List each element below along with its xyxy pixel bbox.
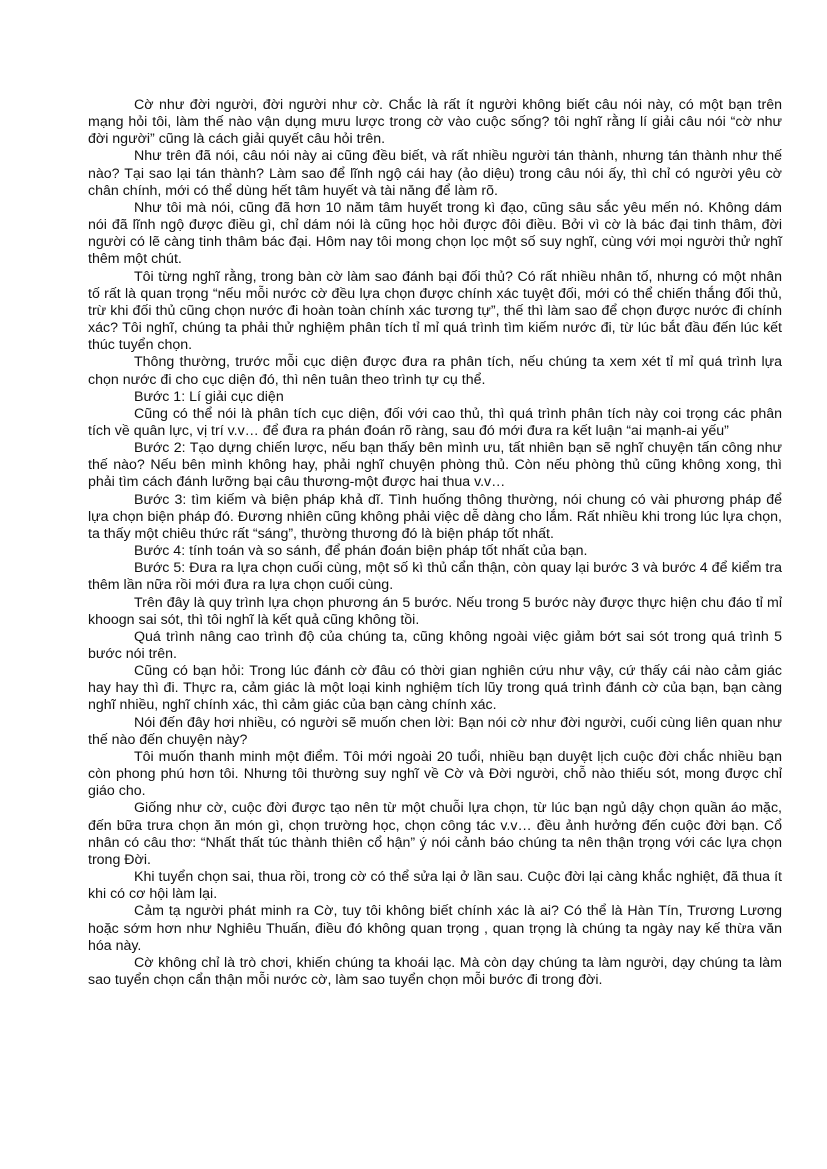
- step-3-paragraph: Bước 3: tìm kiếm và biện pháp khả dĩ. Tình huống thông thường, nói chung có vài phương pháp để lựa chọn biện pháp đó. Đương nhiên cũng không phải việc dễ dàng cho lắm. Rất nhiều khi trong lúc lựa chọn, ta thấy một chiêu thức rất “sáng”, thường thương đó là biện pháp tốt nhất.: [88, 491, 782, 542]
- paragraph: Trên đây là quy trình lựa chọn phương án 5 bước. Nếu trong 5 bước này được thực hiện chu đáo tỉ mỉ khoogn sai sót, thì tôi nghĩ là kết quả cũng không tồi.: [88, 594, 782, 628]
- paragraph: Thông thường, trước mỗi cục diện được đưa ra phân tích, nếu chúng ta xem xét tỉ mỉ quá trình lựa chọn nước đi cho cục diện đó, thì nên tuân theo trình tự cụ thể.: [88, 354, 782, 388]
- paragraph: Khi tuyển chọn sai, thua rồi, trong cờ có thể sửa lại ở lần sau. Cuộc đời lại càng khắc nghiệt, đã thua ít khi có cơ hội làm lại.: [88, 869, 782, 903]
- paragraph: Nói đến đây hơi nhiều, có người sẽ muốn chen lời: Bạn nói cờ như đời người, cuối cùng liên quan như thế nào đến chuyện này?: [88, 714, 782, 748]
- step-2-paragraph: Bước 2: Tạo dựng chiến lược, nếu bạn thấy bên mình ưu, tất nhiên bạn sẽ nghĩ chuyện tấn công như thế nào? Nếu bên mình không hay, phải nghĩ chuyện phòng thủ. Còn nếu phòng thủ cũng không xong, thì phải tìm cách đánh lưỡng bại câu thương-một được hai thua v.v…: [88, 440, 782, 491]
- step-1-heading: Bước 1: Lí giải cục diện: [134, 388, 284, 405]
- paragraph: Giống như cờ, cuộc đời được tạo nên từ một chuỗi lựa chọn, từ lúc bạn ngủ dậy chọn quần áo mặc, đến bữa trưa chọn ăn món gì, chọn trường học, chọn công tác v.v… đều ảnh hưởng đến cuộc đời bạn. Cổ nhân có câu thơ: “Nhất thất túc thành thiên cổ hận” ý nói cảnh báo chúng ta nên thận trọng với các lựa chọn trong Đời.: [88, 800, 782, 868]
- paragraph: Cũng có thể nói là phân tích cục diện, đối với cao thủ, thì quá trình phân tích này coi trọng các phân tích về quân lực, vị trí v.v… để đưa ra phán đoán rõ ràng, sau đó mới đưa ra kết luận “ai mạnh-ai yếu”: [88, 405, 782, 439]
- paragraph: Cảm tạ người phát minh ra Cờ, tuy tôi không biết chính xác là ai? Có thể là Hàn Tín, Trương Lương hoặc sớm hơn như Nghiêu Thuấn, điều đó không quan trọng , quan trọng là chúng ta ngày nay kế thừa văn hóa này.: [88, 903, 782, 954]
- paragraph: Như tôi mà nói, cũng đã hơn 10 năm tâm huyết trong kì đạo, cũng sâu sắc yêu mến nó. Không dám nói đã lĩnh ngộ được điều gì, chỉ dám nói là cũng học hỏi được đôi điều. Bởi vì cờ là bác đại tinh thâm, đời người có lẽ càng tinh thâm bác đại. Hôm nay tôi mong chọn lọc một số suy nghĩ, cùng với mọi người thử nghĩ thêm một chút.: [88, 199, 782, 268]
- article-body: [88, 97, 782, 989]
- paragraph: Như trên đã nói, câu nói này ai cũng đều biết, và rất nhiều người tán thành, nhưng tán thành như thế nào? Tại sao lại tán thành? Làm sao để lĩnh ngộ cái hay (ảo diệu) trong câu nói ấy, thì chỉ có người yêu cờ chân chính, mới có thể dùng hết tâm huyết và tài năng để làm rõ.: [88, 148, 782, 199]
- paragraph: Cờ như đời người, đời người như cờ. Chắc là rất ít người không biết câu nói này, có một bạn trên mạng hỏi tôi, làm thế nào vận dụng mưu lược trong cờ vào cuộc sống? tôi nghĩ rằng lí giải câu nói “cờ như đời người” cũng là cách giải quyết câu hỏi trên.: [88, 97, 782, 148]
- paragraph: Tôi muốn thanh minh một điểm. Tôi mới ngoài 20 tuổi, nhiều bạn duyệt lịch cuộc đời chắc nhiều bạn còn phong phú hơn tôi. Nhưng tôi thường suy nghĩ về Cờ và Đời người, chỗ nào thiếu sót, mong được chỉ giáo cho.: [88, 748, 782, 800]
- paragraph: Quá trình nâng cao trình độ của chúng ta, cũng không ngoài việc giảm bớt sai sót trong quá trình 5 bước nói trên.: [88, 628, 782, 662]
- step-5-paragraph: Bước 5: Đưa ra lựa chọn cuối cùng, một số kì thủ cẩn thận, còn quay lại bước 3 và bước 4 để kiểm tra thêm lần nữa rồi mới đưa ra lựa chọn cuối cùng.: [88, 560, 782, 594]
- paragraph: Cũng có bạn hỏi: Trong lúc đánh cờ đâu có thời gian nghiên cứu như vậy, cứ thấy cái nào cảm giác hay hay thì đi. Thực ra, cảm giác là một loại kinh nghiệm tích lũy trong quá trình đánh cờ của bạn, bạn càng nghĩ nhiều, nghĩ chính xác, thì cảm giác của bạn càng chính xác.: [88, 663, 782, 714]
- paragraph: Cờ không chỉ là trò chơi, khiến chúng ta khoái lạc. Mà còn dạy chúng ta làm người, dạy chúng ta làm sao tuyển chọn cẩn thận mỗi nước cờ, làm sao tuyển chọn mỗi bước đi trong đời.: [88, 954, 782, 988]
- paragraph: Tôi từng nghĩ rằng, trong bàn cờ làm sao đánh bại đối thủ? Có rất nhiều nhân tố, nhưng có một nhân tố rất là quan trọng “nếu mỗi nước cờ đều lựa chọn được chính xác tuyệt đối, mới có thể chiến thắng đối thủ, trừ khi đối thủ cũng chọn nước đi hoàn toàn chính xác tương tự”, thế thì làm sao để chọn được nước đi chính xác? Tôi nghĩ, chúng ta phải thử nghiệm phân tích tỉ mỉ quá trình tìm kiếm nước đi, từ lúc bắt đầu đến lúc kết thúc tuyển chọn.: [88, 268, 782, 354]
- step-4-paragraph: Bước 4: tính toán và so sánh, để phán đoán biện pháp tốt nhất của bạn.: [134, 543, 588, 560]
